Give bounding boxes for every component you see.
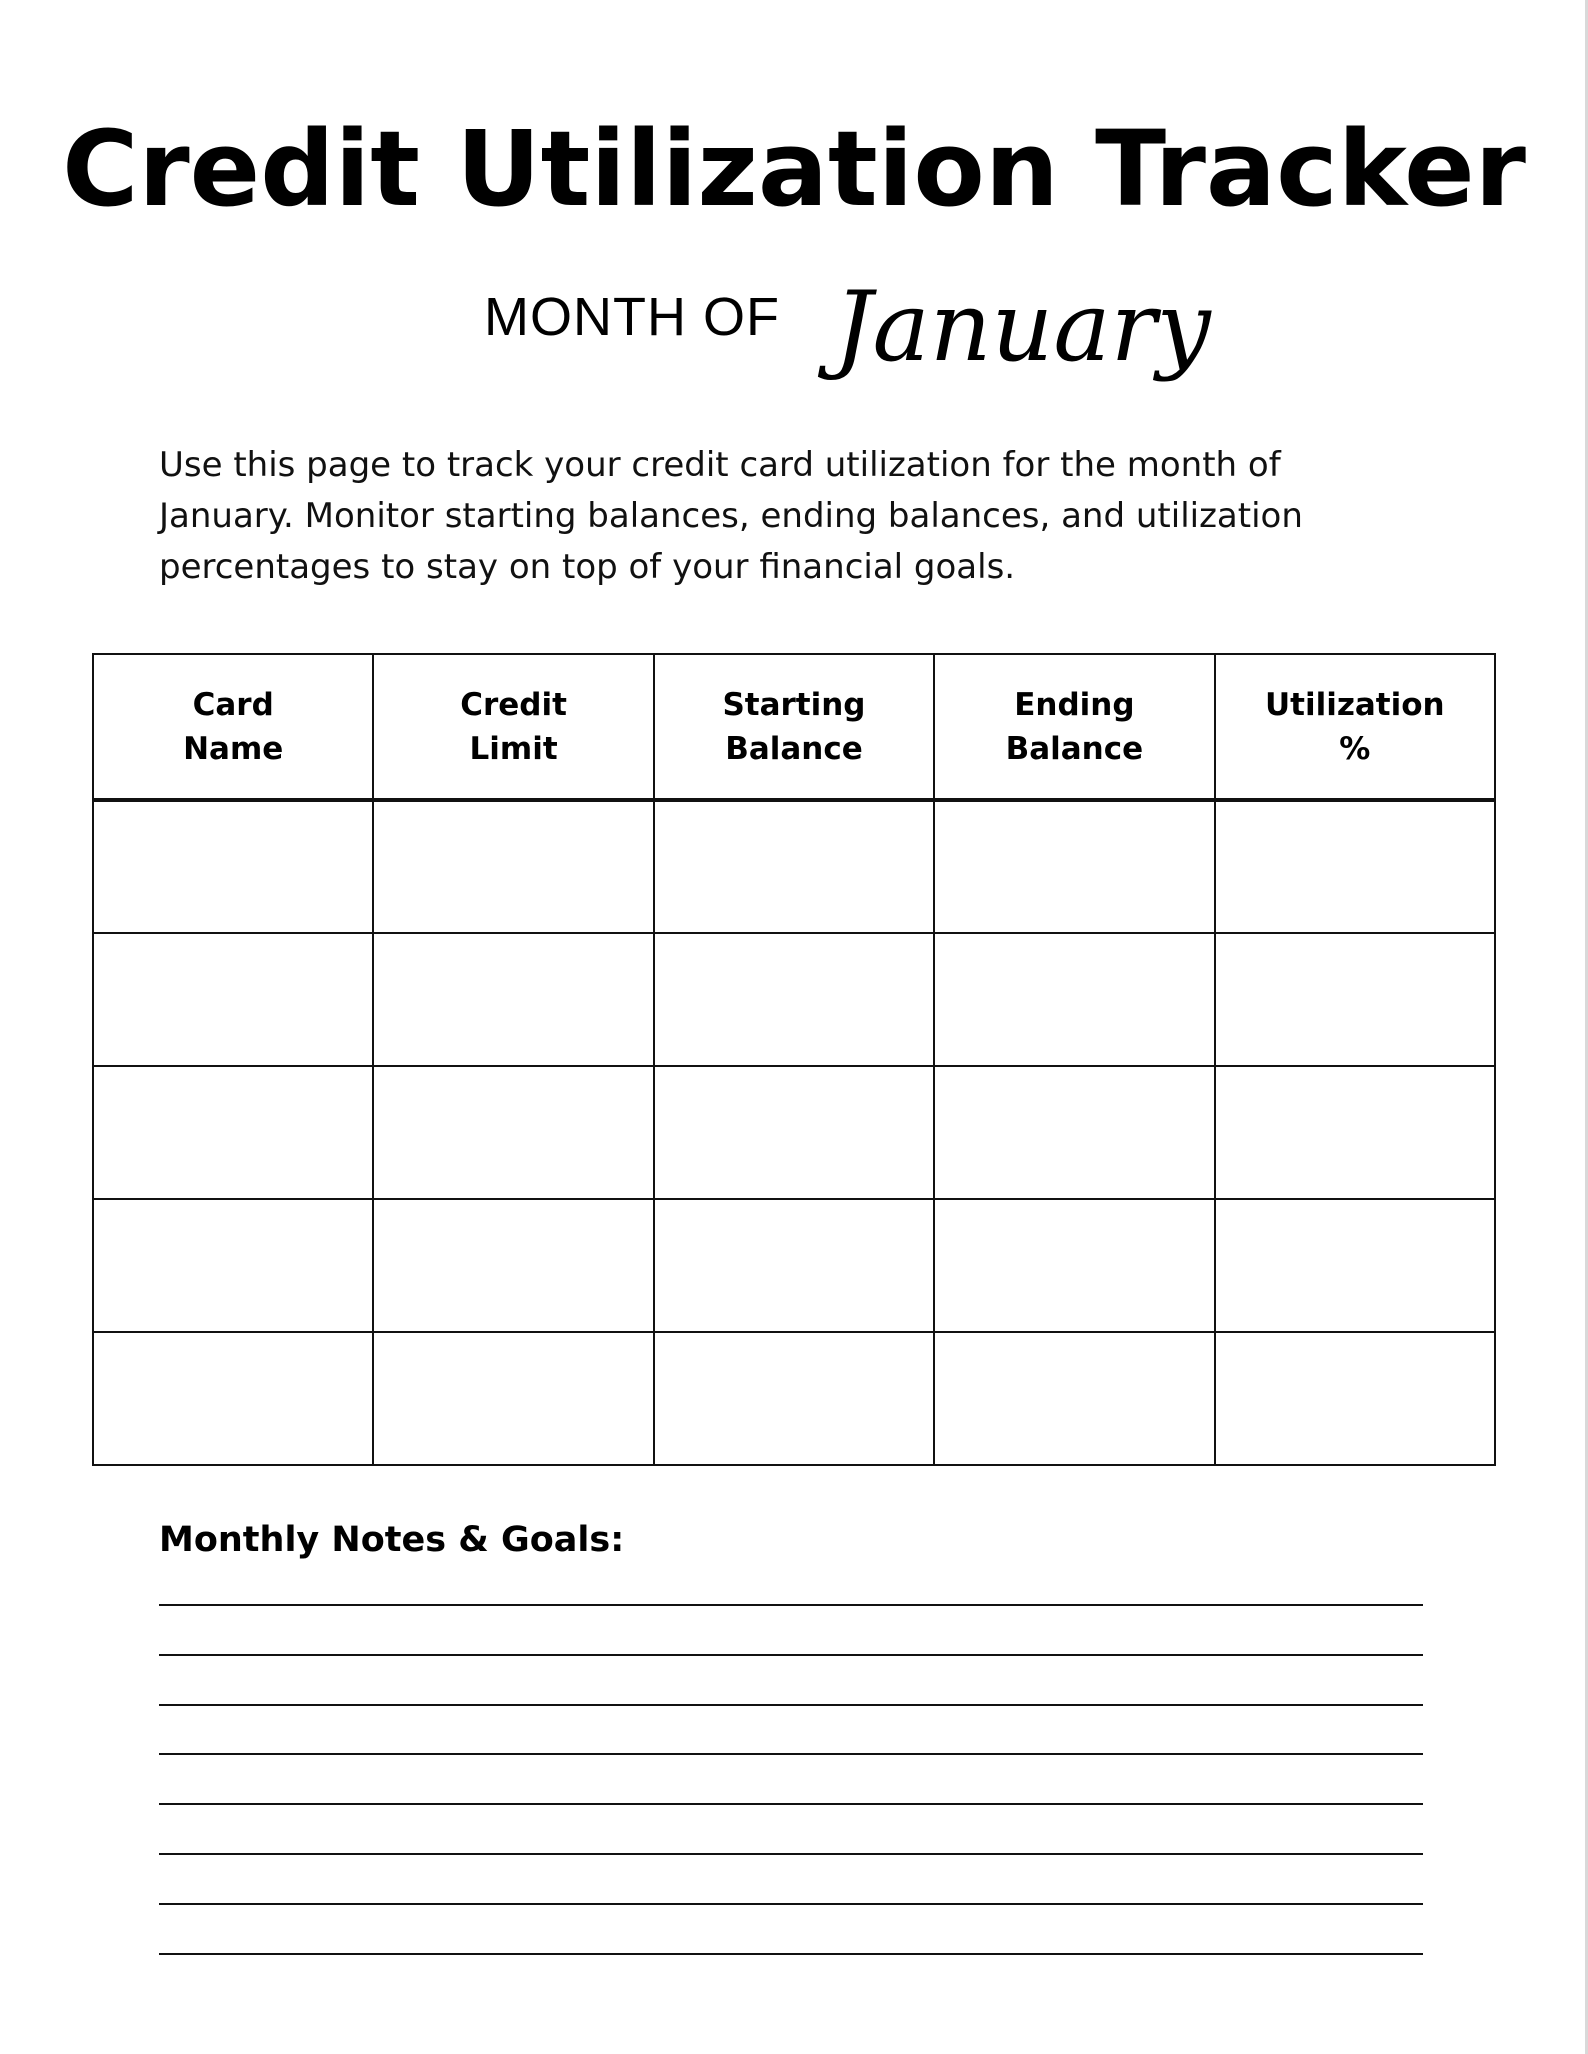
table-cell[interactable] bbox=[934, 933, 1214, 1066]
month-heading bbox=[484, 250, 1211, 430]
table-row bbox=[93, 933, 1495, 1066]
note-line[interactable] bbox=[159, 1704, 1423, 1706]
header-line: Balance bbox=[1005, 730, 1144, 767]
table-cell[interactable] bbox=[93, 1332, 373, 1465]
table-cell[interactable] bbox=[373, 800, 653, 933]
note-line[interactable] bbox=[159, 1654, 1423, 1656]
table-cell[interactable] bbox=[373, 1199, 653, 1332]
table-cell[interactable] bbox=[934, 1066, 1214, 1199]
table-cell[interactable] bbox=[934, 1332, 1214, 1465]
header-line: Name bbox=[183, 730, 284, 767]
table-row bbox=[93, 1332, 1495, 1465]
table-cell[interactable] bbox=[1215, 933, 1495, 1066]
note-line[interactable] bbox=[159, 1803, 1423, 1805]
table-cell[interactable] bbox=[934, 800, 1214, 933]
header-row bbox=[93, 654, 1495, 800]
page-title: Credit Utilization Tracker bbox=[62, 108, 1526, 230]
note-line[interactable] bbox=[159, 1903, 1423, 1905]
month-prefix: MONTH OF bbox=[484, 287, 780, 347]
table-cell[interactable] bbox=[93, 1066, 373, 1199]
table-cell[interactable] bbox=[654, 1199, 934, 1332]
header-utilization bbox=[1215, 654, 1495, 800]
month-name: January bbox=[834, 271, 1211, 383]
table-cell[interactable] bbox=[1215, 1066, 1495, 1199]
tracker-table bbox=[92, 653, 1496, 1466]
note-line[interactable] bbox=[159, 1604, 1423, 1606]
table-row bbox=[93, 1066, 1495, 1199]
header-starting-balance bbox=[654, 654, 934, 800]
header-line: % bbox=[1339, 730, 1371, 767]
header-card-name bbox=[93, 654, 373, 800]
table-cell[interactable] bbox=[373, 933, 653, 1066]
header-line: Credit bbox=[460, 686, 567, 723]
table-row bbox=[93, 1199, 1495, 1332]
note-line[interactable] bbox=[159, 1953, 1423, 1955]
table-cell[interactable] bbox=[654, 1332, 934, 1465]
table-cell[interactable] bbox=[934, 1199, 1214, 1332]
table-cell[interactable] bbox=[373, 1332, 653, 1465]
table-cell[interactable] bbox=[1215, 1332, 1495, 1465]
header-line: Ending bbox=[1014, 686, 1135, 723]
header-line: Balance bbox=[725, 730, 863, 767]
table-cell[interactable] bbox=[654, 1066, 934, 1199]
note-line[interactable] bbox=[159, 1853, 1423, 1855]
notes-label: Monthly Notes & Goals: bbox=[159, 1520, 625, 1560]
header-ending-balance bbox=[934, 654, 1214, 800]
intro-paragraph: Use this page to track your credit card utilization for the month of January. Monitor starting balances, ending balances, and utilization percentages to stay on top of your financial goals. bbox=[159, 445, 1303, 587]
table-cell[interactable] bbox=[373, 1066, 653, 1199]
table-cell[interactable] bbox=[93, 1199, 373, 1332]
header-line: Card bbox=[192, 686, 274, 723]
table-cell[interactable] bbox=[93, 933, 373, 1066]
header-line: Starting bbox=[722, 686, 866, 723]
table-cell[interactable] bbox=[1215, 1199, 1495, 1332]
header-credit-limit bbox=[373, 654, 653, 800]
table-row bbox=[93, 800, 1495, 933]
table-cell[interactable] bbox=[654, 800, 934, 933]
header-line: Utilization bbox=[1264, 686, 1445, 723]
table-cell[interactable] bbox=[93, 800, 373, 933]
header-line: Limit bbox=[469, 730, 558, 767]
note-line[interactable] bbox=[159, 1753, 1423, 1755]
table-cell[interactable] bbox=[654, 933, 934, 1066]
month-script bbox=[824, 250, 1211, 430]
table-cell[interactable] bbox=[1215, 800, 1495, 933]
